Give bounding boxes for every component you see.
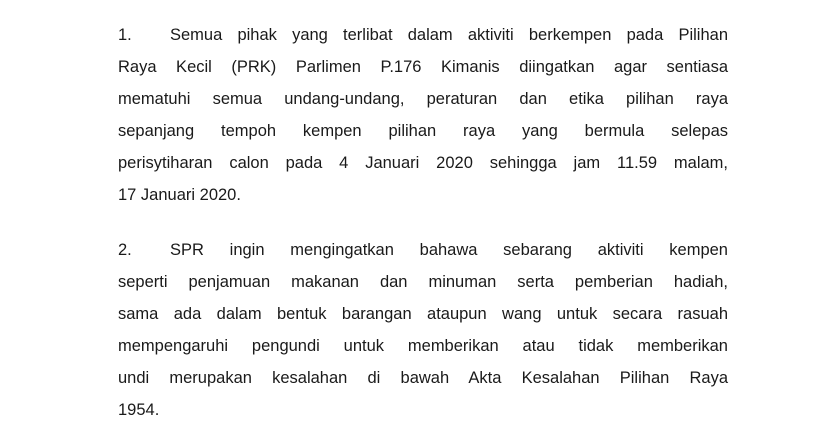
paragraph-1-line-3: mematuhi semua undang-undang, peraturan dan etika pilihan raya [118, 90, 728, 108]
paragraph-1-line-2: Raya Kecil (PRK) Parlimen P.176 Kimanis diingatkan agar sentiasa [118, 58, 728, 76]
paragraph-1-line-4: sepanjang tempoh kempen pilihan raya yang bermula selepas [118, 122, 728, 140]
paragraph-2-line-6: 1954. [118, 401, 160, 419]
paragraph-1-line-5: perisytiharan calon pada 4 Januari 2020 sehingga jam 11.59 malam, [118, 154, 728, 172]
paragraph-2-line-3: sama ada dalam bentuk barangan ataupun wang untuk secara rasuah [118, 305, 728, 323]
paragraph-2-line-5: undi merupakan kesalahan di bawah Akta Kesalahan Pilihan Raya [118, 369, 728, 387]
paragraph-1-line-6: 17 Januari 2020. [118, 186, 241, 204]
paragraph-2-line-4: mempengaruhi pengundi untuk memberikan atau tidak memberikan [118, 337, 728, 355]
paragraph-2-line-2: seperti penjamuan makanan dan minuman serta pemberian hadiah, [118, 273, 728, 291]
paragraph-1-number: 1. [118, 26, 132, 44]
paragraph-1-line-1 [118, 23, 728, 47]
paragraph-2-line-1-text: SPR ingin mengingatkan bahawa sebarang aktiviti kempen [170, 241, 728, 259]
paragraph-2-line-1 [118, 238, 728, 262]
paragraph-2-number: 2. [118, 241, 132, 259]
paragraph-1-line-1-text: Semua pihak yang terlibat dalam aktiviti berkempen pada Pilihan [170, 26, 728, 44]
